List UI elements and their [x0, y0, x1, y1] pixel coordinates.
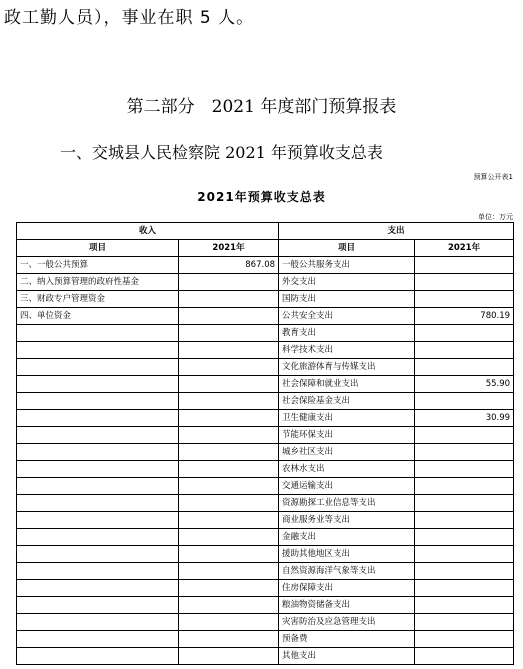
expense-value-cell [415, 461, 514, 478]
expense-item-cell: 公共安全支出 [279, 308, 415, 325]
expense-item-cell: 其他支出 [279, 648, 415, 665]
income-value-cell [179, 325, 279, 342]
expense-value-cell [415, 546, 514, 563]
income-value-cell [179, 461, 279, 478]
expense-item-cell: 粮油物资储备支出 [279, 597, 415, 614]
expense-item-cell: 社会保险基金支出 [279, 393, 415, 410]
income-item-cell [17, 512, 179, 529]
budget-table-body [17, 257, 514, 665]
part-title: 第二部分 2021 年度部门预算报表 [126, 97, 397, 117]
table-row [17, 427, 514, 444]
table-row [17, 342, 514, 359]
income-item-cell [17, 461, 179, 478]
table-row [17, 325, 514, 342]
income-item-cell [17, 444, 179, 461]
table-row [17, 546, 514, 563]
income-item-cell: 四、单位资金 [17, 308, 179, 325]
expense-item-cell: 自然资源海洋气象等支出 [279, 563, 415, 580]
table-row [17, 376, 514, 393]
expense-item-cell: 金融支出 [279, 529, 415, 546]
income-value-cell [179, 376, 279, 393]
expense-year-header: 2021年 [415, 240, 514, 257]
expense-value-cell [415, 614, 514, 631]
expense-value-cell [415, 529, 514, 546]
expense-value-cell [415, 512, 514, 529]
income-value-cell [179, 597, 279, 614]
income-item-cell [17, 563, 179, 580]
expense-item-cell: 住房保障支出 [279, 580, 415, 597]
income-item-cell [17, 342, 179, 359]
expense-value-cell: 780.19 [415, 308, 514, 325]
table-row [17, 274, 514, 291]
income-item-cell [17, 495, 179, 512]
expense-value-cell [415, 393, 514, 410]
income-item-cell [17, 614, 179, 631]
expense-item-cell: 国防支出 [279, 291, 415, 308]
table-row [17, 529, 514, 546]
expense-item-header: 项目 [279, 240, 415, 257]
table-row [17, 444, 514, 461]
income-item-cell [17, 580, 179, 597]
income-item-cell [17, 648, 179, 665]
expense-value-cell [415, 631, 514, 648]
expense-item-cell: 灾害防治及应急管理支出 [279, 614, 415, 631]
expense-header: 支出 [279, 223, 514, 240]
income-value-cell [179, 512, 279, 529]
expense-item-cell: 商业服务业等支出 [279, 512, 415, 529]
income-item-cell [17, 393, 179, 410]
expense-value-cell [415, 444, 514, 461]
income-value-cell [179, 648, 279, 665]
table-row [17, 597, 514, 614]
table-row [17, 648, 514, 665]
income-value-cell [179, 495, 279, 512]
income-item-cell [17, 546, 179, 563]
income-item-cell: 一、一般公共预算 [17, 257, 179, 274]
income-value-cell [179, 308, 279, 325]
income-item-cell [17, 597, 179, 614]
expense-item-cell: 节能环保支出 [279, 427, 415, 444]
expense-value-cell: 30.99 [415, 410, 514, 427]
unit-label: 单位：万元 [478, 213, 513, 221]
income-value-cell [179, 614, 279, 631]
income-value-cell [179, 342, 279, 359]
expense-value-cell [415, 580, 514, 597]
expense-value-cell [415, 563, 514, 580]
table-row [17, 291, 514, 308]
expense-item-cell: 卫生健康支出 [279, 410, 415, 427]
table-row [17, 257, 514, 274]
expense-value-cell [415, 257, 514, 274]
expense-value-cell [415, 648, 514, 665]
income-value-cell [179, 359, 279, 376]
expense-value-cell [415, 495, 514, 512]
income-value-cell [179, 580, 279, 597]
table-row [17, 495, 514, 512]
income-item-cell [17, 410, 179, 427]
table-title: 2021年预算收支总表 [197, 190, 326, 204]
expense-item-cell: 城乡社区支出 [279, 444, 415, 461]
table-row [17, 563, 514, 580]
income-item-cell: 三、财政专户管理资金 [17, 291, 179, 308]
budget-table [16, 222, 514, 665]
income-item-cell [17, 359, 179, 376]
income-item-cell [17, 376, 179, 393]
expense-item-cell: 农林水支出 [279, 461, 415, 478]
expense-item-cell: 科学技术支出 [279, 342, 415, 359]
expense-item-cell: 预备费 [279, 631, 415, 648]
expense-item-cell: 社会保障和就业支出 [279, 376, 415, 393]
income-value-cell [179, 291, 279, 308]
table-row [17, 631, 514, 648]
income-header: 收入 [17, 223, 279, 240]
table-row [17, 478, 514, 495]
income-value-cell [179, 444, 279, 461]
expense-value-cell: 55.90 [415, 376, 514, 393]
income-value-cell [179, 631, 279, 648]
expense-item-cell: 文化旅游体育与传媒支出 [279, 359, 415, 376]
income-year-header: 2021年 [179, 240, 279, 257]
income-item-cell [17, 325, 179, 342]
table-row [17, 461, 514, 478]
expense-value-cell [415, 597, 514, 614]
income-value-cell [179, 529, 279, 546]
expense-item-cell: 教育支出 [279, 325, 415, 342]
expense-value-cell [415, 427, 514, 444]
intro-text: 政工勤人员），事业在职 5 人。 [4, 8, 255, 28]
table-row [17, 359, 514, 376]
table-row [17, 308, 514, 325]
expense-item-cell: 外交支出 [279, 274, 415, 291]
table-row [17, 393, 514, 410]
income-value-cell [179, 274, 279, 291]
table-row [17, 410, 514, 427]
table-row [17, 512, 514, 529]
income-item-cell: 二、纳入预算管理的政府性基金 [17, 274, 179, 291]
income-value-cell [179, 563, 279, 580]
income-item-cell [17, 631, 179, 648]
income-value-cell: 867.08 [179, 257, 279, 274]
expense-value-cell [415, 274, 514, 291]
income-value-cell [179, 546, 279, 563]
income-item-cell [17, 529, 179, 546]
income-value-cell [179, 393, 279, 410]
expense-value-cell [415, 478, 514, 495]
expense-item-cell: 援助其他地区支出 [279, 546, 415, 563]
income-item-cell [17, 478, 179, 495]
income-value-cell [179, 478, 279, 495]
expense-item-cell: 资源勘探工业信息等支出 [279, 495, 415, 512]
table-row [17, 580, 514, 597]
expense-item-cell: 一般公共服务支出 [279, 257, 415, 274]
table-row [17, 614, 514, 631]
income-item-header: 项目 [17, 240, 179, 257]
expense-item-cell: 交通运输支出 [279, 478, 415, 495]
expense-value-cell [415, 291, 514, 308]
form-number: 预算公开表1 [473, 173, 513, 181]
section-title: 一、交城县人民检察院 2021 年预算收支总表 [60, 143, 383, 162]
income-value-cell [179, 410, 279, 427]
income-item-cell [17, 427, 179, 444]
income-value-cell [179, 427, 279, 444]
expense-value-cell [415, 325, 514, 342]
expense-value-cell [415, 359, 514, 376]
expense-value-cell [415, 342, 514, 359]
